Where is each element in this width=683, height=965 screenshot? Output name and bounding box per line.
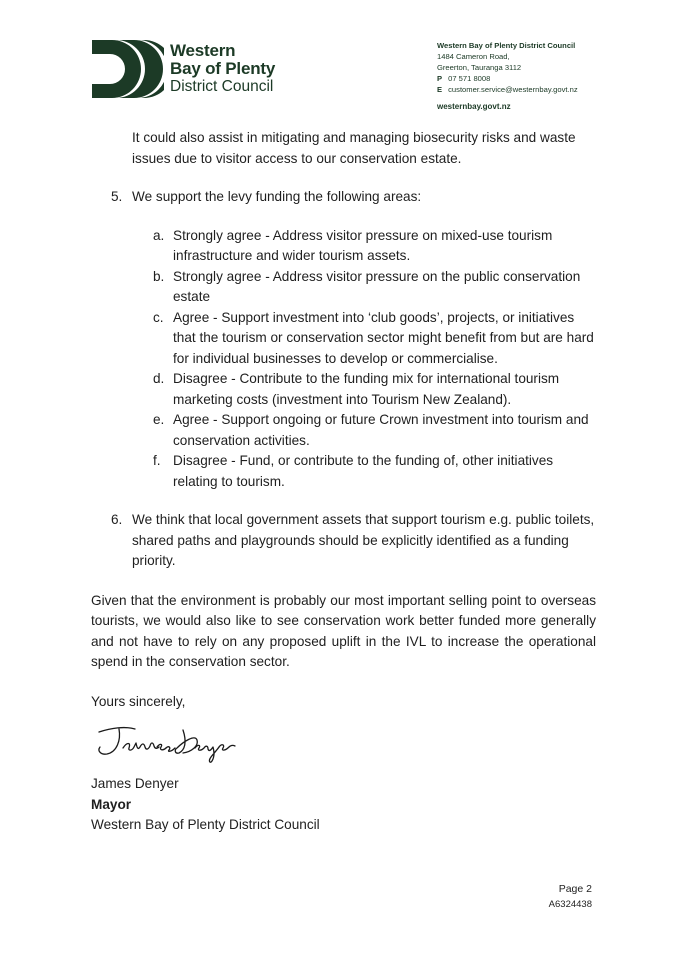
contact-org: Western Bay of Plenty District Council <box>437 41 576 50</box>
sub-item-text: Agree - Support investment into ‘club goods’, projects, or initiatives that the tourism or conservation sector might benefit from but are hard for individual businesses to develop or commercialise. <box>173 309 594 366</box>
logo-line-1: Western <box>170 41 236 60</box>
sub-item-text: Strongly agree - Address visitor pressure on the public conservation estate <box>173 268 581 304</box>
sub-item-text: Agree - Support ongoing or future Crown investment into tourism and conservation activities. <box>173 412 589 448</box>
sub-item-letter: b. <box>153 268 165 284</box>
sub-item-text: Disagree - Fund, or contribute to the funding of, other initiatives relating to tourism. <box>173 453 554 489</box>
sub-item-text: Disagree - Contribute to the funding mix for international tourism marketing costs (investment into Tourism New Zealand). <box>173 371 560 407</box>
logo-line-2: Bay of Plenty <box>170 59 276 78</box>
letter-body <box>91 128 596 836</box>
council-logo <box>90 38 290 100</box>
signatory-title: Mayor <box>91 796 132 812</box>
sub-item-letter: f. <box>153 453 161 468</box>
page-footer <box>549 882 592 912</box>
funding-areas-list <box>153 226 596 493</box>
sign-off: Yours sincerely, <box>91 693 186 709</box>
contact-email[interactable]: customer.service@westernbay.govt.nz <box>448 85 578 94</box>
logo-wordmark <box>170 42 275 96</box>
document-reference: A6324438 <box>548 899 592 910</box>
sub-item-letter: d. <box>153 371 165 386</box>
signatory-name: James Denyer <box>91 776 179 791</box>
logo-line-3: District Council <box>170 78 274 95</box>
contact-details <box>437 40 578 112</box>
list-item-text: We think that local government assets that support tourism e.g. public toilets, shared paths and playgrounds should be explicitly identified as a funding priority. <box>132 512 595 568</box>
signature-image <box>91 720 596 766</box>
sub-item-letter: c. <box>153 309 164 325</box>
email-label: E <box>437 85 443 94</box>
sub-item-b <box>153 267 596 308</box>
contact-phone-row <box>437 73 578 84</box>
sub-item-letter: e. <box>153 412 165 427</box>
sub-item-f <box>153 451 596 492</box>
sub-item-d <box>153 369 596 410</box>
phone-label: P <box>437 74 443 83</box>
list-item-6 <box>91 510 596 572</box>
list-number: 5. <box>111 189 123 204</box>
council-logo-mark <box>90 38 164 100</box>
sub-item-e <box>153 410 596 451</box>
sub-item-letter: a. <box>153 227 165 243</box>
list-item-text: We support the levy funding the following areas: <box>132 189 422 204</box>
closing-paragraph: Given that the environment is probably our most important selling point to overseas tourists, we would also like to see conservation work better funded more generally and not have to rely on any proposed uplift in the IVL to increase the operational spend in the conservation sector. <box>91 592 596 669</box>
contact-address-2: Greerton, Tauranga 3112 <box>437 63 522 72</box>
list-number: 6. <box>111 512 123 527</box>
signatory-organisation: Western Bay of Plenty District Council <box>91 817 320 832</box>
sub-item-a <box>153 226 596 267</box>
continuation-paragraph: It could also assist in mitigating and managing biosecurity risks and waste issues due to visitor access to our conservation estate. <box>132 130 576 166</box>
contact-phone: 07 571 8008 <box>448 74 491 83</box>
sub-item-text: Strongly agree - Address visitor pressure on mixed-use tourism infrastructure and wider tourism assets. <box>173 227 553 263</box>
sub-item-c <box>153 308 596 370</box>
page-number: Page 2 <box>558 883 592 895</box>
contact-address-1: 1484 Cameron Road, <box>437 52 510 61</box>
handwritten-signature <box>91 720 241 766</box>
contact-website[interactable]: westernbay.govt.nz <box>437 102 511 111</box>
list-item-5 <box>91 187 596 208</box>
contact-email-row <box>437 84 578 95</box>
